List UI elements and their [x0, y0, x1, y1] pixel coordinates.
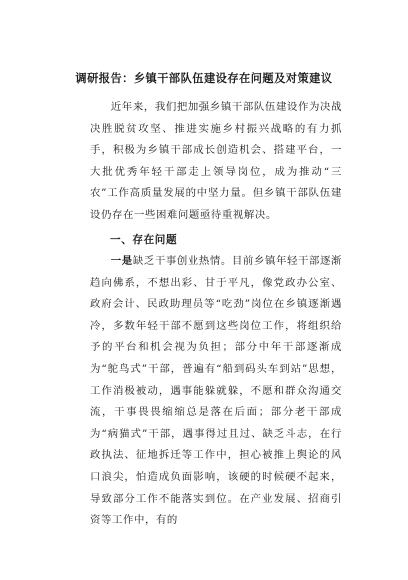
section-heading: 一、存在问题	[110, 234, 178, 246]
section-paragraph	[90, 251, 342, 532]
document-title: 调研报告：乡镇干部队伍建设存在问题及对策建议	[75, 71, 333, 85]
paragraph-body: 缺乏干事创业热情。目前乡镇年轻干部逐渐趋向佛系，不想出彩、甘于平凡，像党政办公室、政府会计、民政助理员等“吃劲”岗位在乡镇逐渐遇冷，多数年轻干部不愿到这些岗位工作，将组织给予的平台和机会视为负担；部分中年干部逐渐成为“鸵鸟式”干部，普遍有“船到码头车到站”思想，工作消极被动，遇事能躲就躲，不愿和群众沟通交流，干事畏畏缩缩总是落在后面；部分老干部成为“病猫式”干部，遇事得过且过、缺乏斗志，在行政执法、征地拆迁等工作中，担心被推上舆论的风口浪尖，怕造成负面影响，该硬的时候硬不起来，导致部分工作不能落实到位。在产业发展、招商引资等工作中，有的	[90, 255, 342, 527]
intro-paragraph: 近年来，我们把加强乡镇干部队伍建设作为决战决胜脱贫攻坚、推进实施乡村振兴战略的有力抓手，积极为乡镇干部成长创造机会、搭建平台，一大批优秀年轻干部走上领导岗位，成为推动“三农”工作高质量发展的中坚力量。但乡镇干部队伍建设仍存在一些困难问题亟待重视解决。	[90, 101, 342, 221]
paragraph-lead: 一是	[110, 255, 133, 267]
